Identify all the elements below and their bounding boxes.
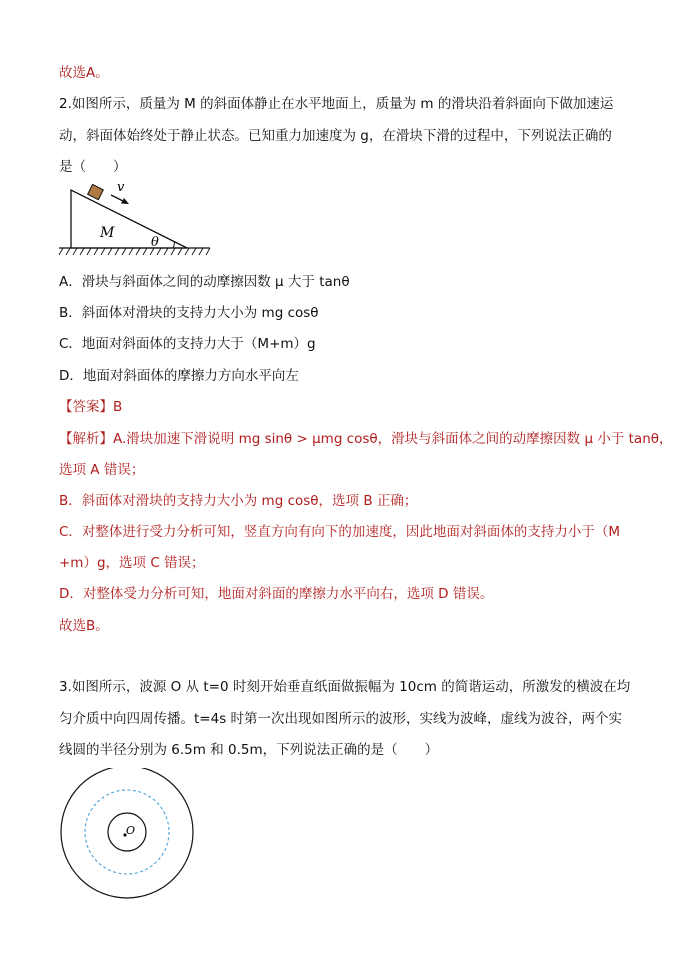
slider-block — [88, 184, 104, 199]
ground-hatching — [59, 248, 210, 255]
angle-arc — [173, 242, 175, 248]
q2-option-a: A．滑块与斜面体之间的动摩擦因数 μ 大于 tanθ — [59, 274, 350, 290]
q2-answer: 【答案】B — [59, 399, 123, 415]
q2-analysis-line-4: C．对整体进行受力分析可知，竖直方向有向下的加速度，因此地面对斜面体的支持力小于（M — [59, 524, 621, 540]
q2-option-b: B．斜面体对滑块的支持力大小为 mg cosθ — [59, 305, 319, 321]
q2-analysis-line-6: D．对整体受力分析可知，地面对斜面的摩擦力水平向右，选项 D 错误。 — [59, 586, 494, 602]
q3-stem-line-2: 匀介质中向四周传播。t=4s 时第一次出现如图所示的波形，实线为波峰，虚线为波谷，两个实 — [59, 711, 623, 727]
wave-figure — [55, 768, 205, 918]
q3-stem-line-3: 线圆的半径分别为 6.5m 和 0.5m，下列说法正确的是（ ） — [59, 742, 439, 758]
q2-analysis-line-3: B．斜面体对滑块的支持力大小为 mg cosθ，选项 B 正确； — [59, 493, 418, 509]
label-v: v — [117, 180, 125, 195]
q2-option-d: D．地面对斜面体的摩擦力方向水平向左 — [59, 368, 299, 384]
label-theta: θ — [151, 235, 159, 250]
q2-analysis-line-5: +m）g，选项 C 错误； — [59, 555, 205, 571]
incline-body — [71, 190, 187, 248]
prev-conclusion: 故选A。 — [59, 65, 109, 81]
q2-stem-line-2: 动，斜面体始终处于静止状态。已知重力加速度为 g，在滑块下滑的过程中，下列说法正确的 — [59, 128, 612, 144]
label-O: O — [126, 824, 136, 837]
q2-analysis-line-1: 【解析】A.滑块加速下滑说明 mg sinθ > μmg cosθ，滑块与斜面体之间的动摩擦因数 μ 小于 tanθ， — [59, 431, 673, 447]
q3-stem-line-1: 3.如图所示，波源 O 从 t=0 时刻开始垂直纸面做振幅为 10cm 的简谐运动，所激发的横波在均 — [59, 679, 631, 695]
q2-stem-line-1: 2.如图所示，质量为 M 的斜面体静止在水平地面上，质量为 m 的滑块沿着斜面向下做加速运 — [59, 96, 614, 112]
incline-figure — [55, 178, 215, 260]
q2-conclusion: 故选B。 — [59, 618, 109, 634]
q2-analysis-line-2: 选项 A 错误； — [59, 462, 145, 478]
q2-option-c: C．地面对斜面体的支持力大于（M+m）g — [59, 336, 316, 352]
q2-stem-line-3: 是（ ） — [59, 159, 127, 175]
label-M: M — [100, 225, 115, 241]
